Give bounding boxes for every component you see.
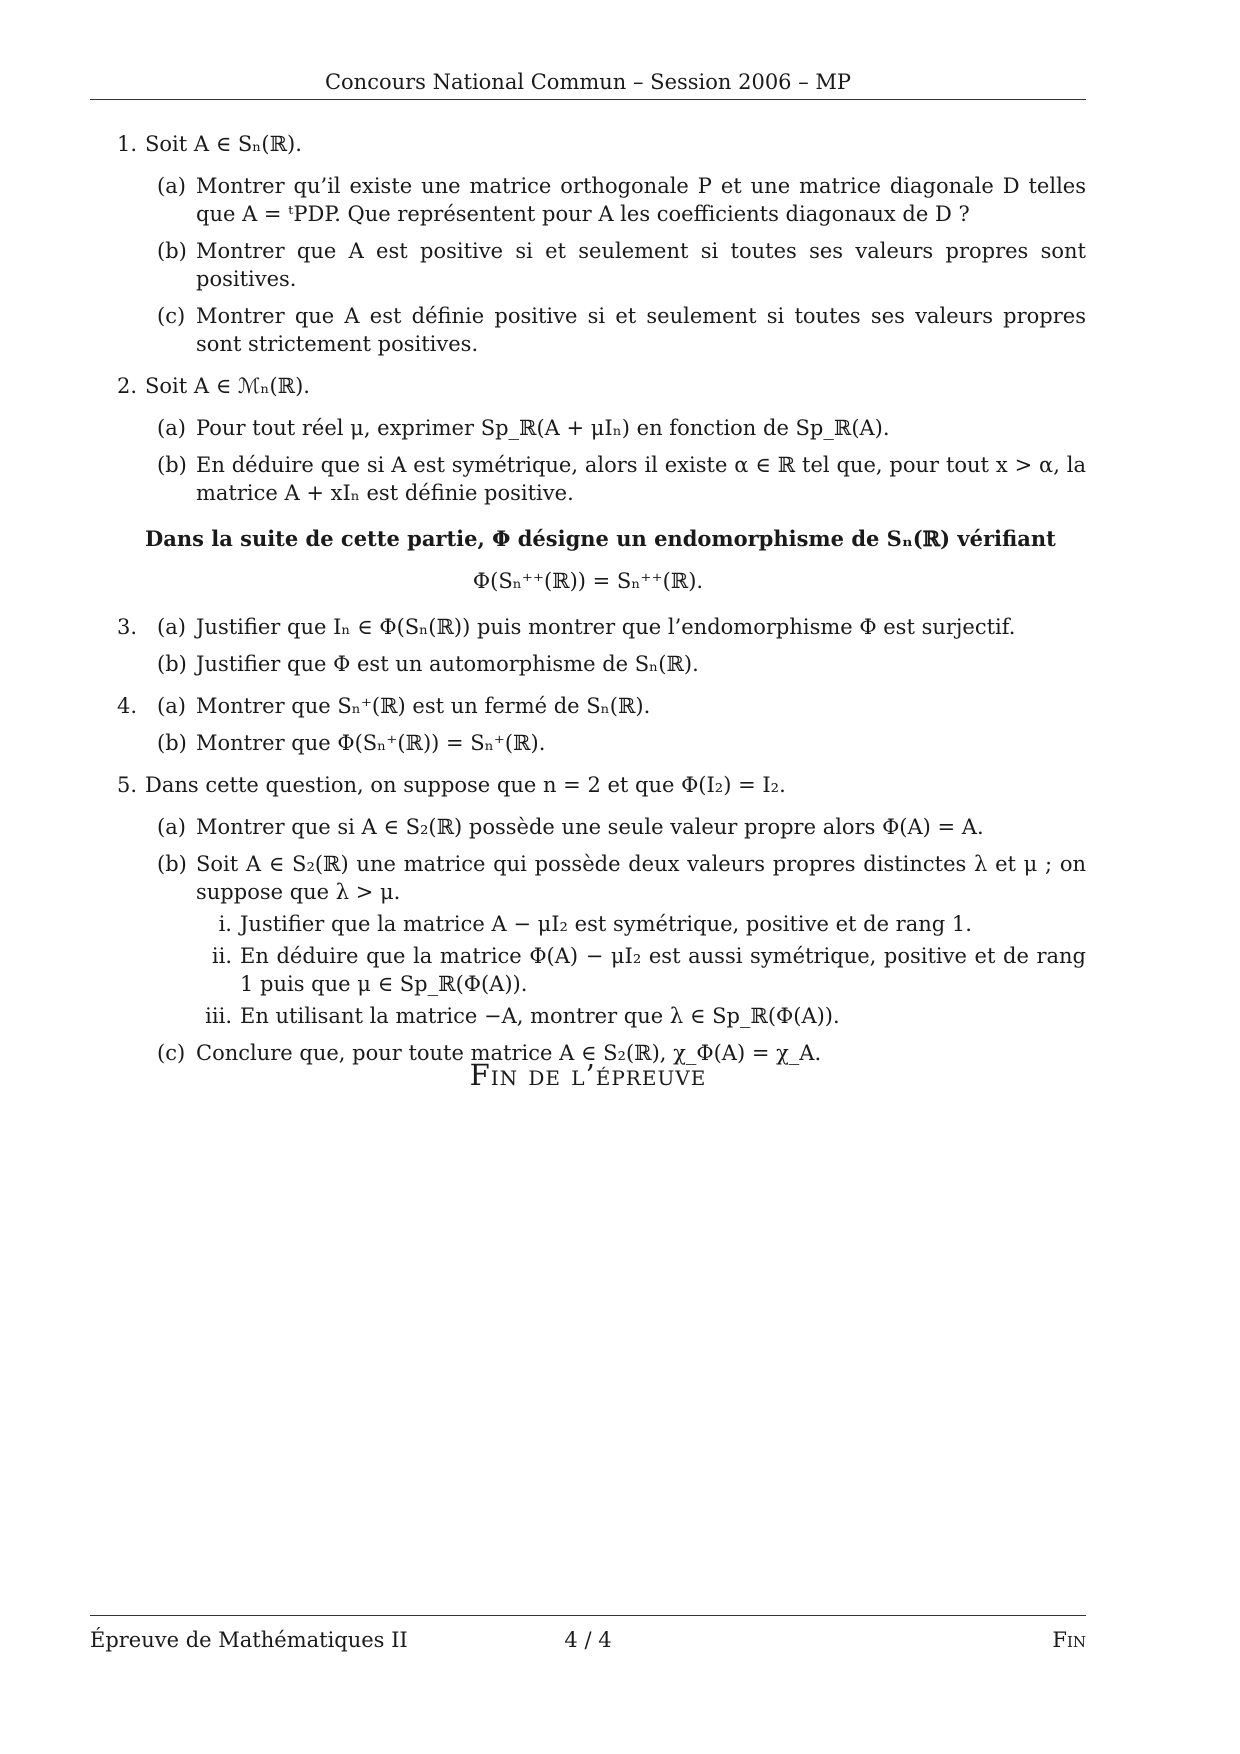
header-rule (90, 99, 1086, 100)
subquestion-label: (a) (157, 694, 186, 718)
subquestion-text: Justifier que Iₙ ∈ Φ(Sₙ(ℝ)) puis montrer que l’endomorphisme Φ est surjectif. (196, 615, 1016, 639)
question-intro: Soit A ∈ ℳₙ(ℝ). (145, 374, 310, 398)
subquestion-text: Conclure que, pour toute matrice A ∈ S₂(ℝ), χ_Φ(A) = χ_A. (196, 1041, 822, 1065)
question-number: 5. (117, 773, 138, 797)
subquestion-label: (a) (157, 174, 186, 198)
subquestion-label: (b) (157, 652, 187, 676)
subquestion-4b (157, 729, 1086, 757)
subquestion-text: Montrer que A est définie positive si et seulement si toutes ses valeurs propres sont strictement positives. (196, 304, 1086, 356)
subquestion-2a (157, 414, 1086, 442)
subquestion-label: (c) (157, 304, 186, 328)
subquestion-label: (a) (157, 416, 186, 440)
question-3 (90, 613, 1086, 678)
question-number: 4. (117, 694, 138, 718)
subquestion-text: Montrer qu’il existe une matrice orthogonale P et une matrice diagonale D telles que A = ᵗPDP. Que représentent pour A les coefficients diagonaux de D ? (196, 174, 1086, 226)
subquestion-text: Montrer que A est positive si et seulement si toutes ses valeurs propres sont positives. (196, 239, 1086, 291)
subquestion-text: En utilisant la matrice −A, montrer que λ ∈ Sp_ℝ(Φ(A)). (240, 1004, 840, 1028)
subquestion-text: Montrer que Φ(Sₙ⁺(ℝ)) = Sₙ⁺(ℝ). (196, 731, 546, 755)
question-4 (90, 692, 1086, 757)
subquestion-text: Justifier que la matrice A − μI₂ est symétrique, positive et de rang 1. (240, 912, 972, 936)
question-intro: Dans cette question, on suppose que n = 2 et que Φ(I₂) = I₂. (145, 773, 786, 797)
question-number: 1. (117, 132, 138, 156)
subquestion-label: iii. (205, 1004, 232, 1028)
footer-exam-name: Épreuve de Mathématiques II (90, 1628, 408, 1652)
subquestion-5a (157, 813, 1086, 841)
subquestion-label: (b) (157, 731, 187, 755)
subquestion-4a (157, 692, 1086, 720)
exam-content (90, 130, 1086, 1081)
question-intro: Soit A ∈ Sₙ(ℝ). (145, 132, 302, 156)
subquestion-1b (157, 237, 1086, 293)
subquestion-text: Montrer que Sₙ⁺(ℝ) est un fermé de Sₙ(ℝ). (196, 694, 651, 718)
subquestion-text: Justifier que Φ est un automorphisme de Sₙ(ℝ). (196, 652, 699, 676)
subquestion-1c (157, 302, 1086, 358)
page-header: Concours National Commun – Session 2006 – MP (324, 70, 852, 94)
subquestion-text: Montrer que si A ∈ S₂(ℝ) possède une seule valeur propre alors Φ(A) = A. (196, 815, 984, 839)
footer-page-number: 4 / 4 (564, 1628, 612, 1652)
question-1 (90, 130, 1086, 358)
question-2 (90, 372, 1086, 507)
subquestion-label: i. (218, 912, 232, 936)
display-equation: Φ(Sₙ⁺⁺(ℝ)) = Sₙ⁺⁺(ℝ). (472, 569, 704, 593)
section-note: Dans la suite de cette partie, Φ désigne un endomorphisme de Sₙ(ℝ) vérifiant (145, 526, 1056, 551)
question-5 (90, 771, 1086, 1067)
subquestion-3b (157, 650, 1086, 678)
subquestion-text: Pour tout réel μ, exprimer Sp_ℝ(A + μIₙ) en fonction de Sp_ℝ(A). (196, 416, 890, 440)
subquestion-label: (c) (157, 1041, 186, 1065)
subquestion-label: ii. (211, 944, 232, 968)
subquestion-5b-iii (205, 1002, 1086, 1030)
subquestion-text: Soit A ∈ S₂(ℝ) une matrice qui possède deux valeurs propres distinctes λ et μ ; on suppose que λ > μ. (196, 852, 1086, 904)
subquestion-5b (157, 850, 1086, 906)
subquestion-2b (157, 451, 1086, 507)
subquestion-label: (b) (157, 852, 187, 876)
subquestion-text: En déduire que la matrice Φ(A) − μI₂ est aussi symétrique, positive et de rang 1 puis que μ ∈ Sp_ℝ(Φ(A)). (240, 944, 1086, 996)
subquestion-label: (b) (157, 453, 187, 477)
subquestion-5b-ii (211, 942, 1086, 998)
subquestion-5b-i (218, 910, 1086, 938)
subquestion-1a (157, 172, 1086, 228)
subquestion-text: En déduire que si A est symétrique, alors il existe α ∈ ℝ tel que, pour tout x > α, la matrice A + xIₙ est définie positive. (196, 453, 1086, 505)
subquestion-label: (b) (157, 239, 187, 263)
question-number: 2. (117, 374, 138, 398)
footer-end-mark: Fin (1052, 1628, 1086, 1652)
subquestion-3a (157, 613, 1086, 641)
subquestion-label: (a) (157, 615, 186, 639)
subquestion-label: (a) (157, 815, 186, 839)
footer-rule (90, 1615, 1086, 1616)
question-number: 3. (117, 615, 138, 639)
end-of-exam-title: Fin de l’épreuve (469, 1058, 707, 1092)
